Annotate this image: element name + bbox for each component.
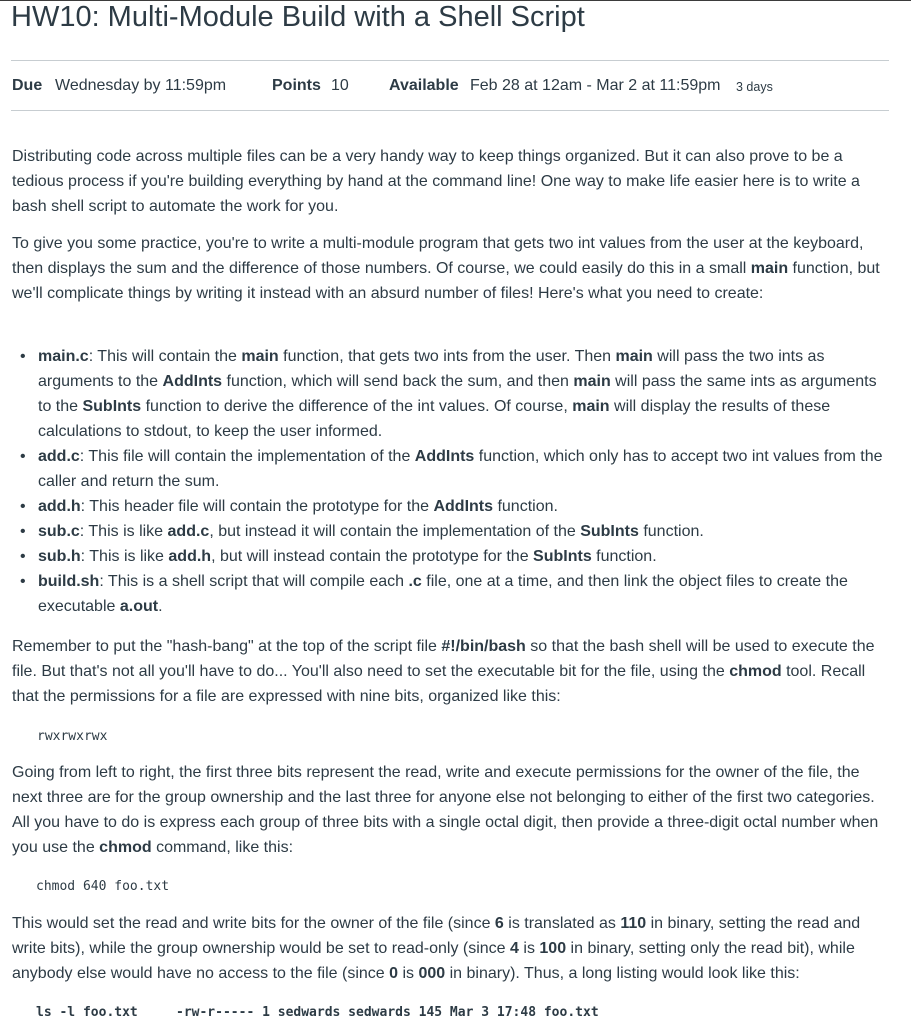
bullet-icon: • xyxy=(20,498,26,515)
octal-text xyxy=(12,760,894,860)
list-item-add-h xyxy=(12,494,884,519)
bold-run: .c xyxy=(408,573,422,590)
text-run: will pass the same ints as arguments to the xyxy=(38,373,877,415)
text-run: so that the bash shell will be used to execute the file. But that's not all you'll have to do... You'll also need to set the executable bit for the file, using the xyxy=(12,638,875,680)
bold-run: add.h xyxy=(168,548,212,565)
bullet-icon: • xyxy=(20,548,26,565)
bullet-icon: • xyxy=(20,523,26,540)
task-paragraph xyxy=(12,231,894,306)
text-run: is translated as xyxy=(503,915,621,932)
file-name: add.h xyxy=(38,498,81,515)
bold-run: 100 xyxy=(539,940,567,957)
bold-run: a.out xyxy=(119,598,159,615)
result-text xyxy=(12,911,894,986)
bold-run: main xyxy=(573,373,611,390)
text-run: command, like this: xyxy=(151,839,294,856)
bold-run: 4 xyxy=(510,940,519,957)
text-run: : This is a shell script that will compile each xyxy=(99,573,409,590)
bold-run: 0 xyxy=(389,965,399,982)
bold-run: main xyxy=(241,348,279,365)
file-name: main.c xyxy=(38,348,89,365)
text-run: : This will contain the xyxy=(88,348,242,365)
text-run: : This header file will contain the prototype for the xyxy=(80,498,434,515)
text-run: function, that gets two ints from the user. Then xyxy=(278,348,616,365)
bold-run: 6 xyxy=(494,915,504,932)
text-run: in binary, setting only the read bit), while anybody else would have no access to the file (since xyxy=(12,940,855,982)
octal-paragraph xyxy=(12,760,894,860)
file-name: sub.c xyxy=(38,523,80,540)
bold-run: #!/bin/bash xyxy=(441,638,526,655)
bold-run: chmod xyxy=(99,839,152,856)
bold-run: 000 xyxy=(418,965,446,982)
text-run: in binary, setting the read and write bits), while the group ownership would be set to read-only (since xyxy=(12,915,861,957)
text-run: : This is like xyxy=(80,548,169,565)
bold-run: main xyxy=(750,260,789,277)
bold-run: main xyxy=(615,348,653,365)
list-item-add-c xyxy=(12,444,884,494)
available-detail xyxy=(389,76,459,96)
available-value: Feb 28 at 12am - Mar 2 at 11:59pm xyxy=(470,77,721,94)
text-run: function, which only has to accept two int values from the caller and return the sum. xyxy=(38,448,883,490)
points-detail xyxy=(272,76,321,96)
bold-run: main xyxy=(572,398,610,415)
file-name: sub.h xyxy=(38,548,81,565)
list-item-sub-c xyxy=(12,519,884,544)
text-run: This would set the read and write bits for the owner of the file (since xyxy=(12,915,495,932)
text-run: To give you some practice, you're to write a multi-module program that gets two int values from the user at the keyboard, then displays the sum and the difference of those numbers. Of course, we could easily do this in a small xyxy=(12,235,864,277)
due-label: Due xyxy=(12,77,43,94)
divider-top xyxy=(11,60,889,61)
code-ls-output: -rw-r----- 1 sedwards sedwards 145 Mar 3 17:48 foo.txt xyxy=(176,1005,599,1020)
bold-run: SubInts xyxy=(533,548,592,565)
bold-run: chmod xyxy=(729,663,782,680)
list-item-main-c xyxy=(12,344,884,444)
bold-run: add.c xyxy=(167,523,210,540)
text-run: file, one at a time, and then link the object files to create the executable xyxy=(38,573,848,615)
hashbang-text xyxy=(12,634,894,709)
page-title: HW10: Multi-Module Build with a Shell Script xyxy=(11,1,585,33)
available-duration: 3 days xyxy=(736,80,773,94)
points-value: 10 xyxy=(331,77,349,94)
hashbang-paragraph xyxy=(12,634,894,709)
text-run: : This file will contain the implementation of the xyxy=(79,448,415,465)
points-label: Points xyxy=(272,77,321,94)
text-run: . xyxy=(158,598,163,615)
bold-run: SubInts xyxy=(580,523,639,540)
available-label: Available xyxy=(389,77,459,94)
code-permissions: rwxrwxrwx xyxy=(37,729,108,744)
text-run: : This is like xyxy=(79,523,168,540)
result-paragraph xyxy=(12,911,894,986)
bold-run: AddInts xyxy=(433,498,494,515)
text-run: function. xyxy=(638,523,704,540)
list-item-build-sh xyxy=(12,569,884,619)
text-run: will display the results of these calculations to stdout, to keep the user informed. xyxy=(38,398,831,440)
text-run: function. xyxy=(591,548,657,565)
text-run: function, which will send back the sum, and then xyxy=(222,373,574,390)
intro-paragraph xyxy=(12,144,894,219)
text-run: will pass the two ints as arguments to the xyxy=(38,348,825,390)
text-run: tool. Recall that the permissions for a file are expressed with nine bits, organized like this: xyxy=(12,663,866,705)
text-run: Going from left to right, the first three bits represent the read, write and execute permissions for the owner of the file, the next three are for the group ownership and the last three for anyone else not belonging to either of the first two categories. All you have to do is express each group of three bits with a single octal digit, then provide a three-digit octal number when you use the xyxy=(12,764,879,856)
intro-text: Distributing code across multiple files can be a very handy way to keep things organized. But it can also prove to be a tedious process if you're building everything by hand at the command line! One way to make life easier here is to write a bash shell script to automate the work for you. xyxy=(12,148,860,215)
text-run: is xyxy=(398,965,419,982)
bold-run: AddInts xyxy=(162,373,223,390)
due-detail xyxy=(12,76,42,96)
bullet-icon: • xyxy=(20,448,26,465)
text-run: , but will instead contain the prototype for the xyxy=(211,548,534,565)
bold-run: 110 xyxy=(620,915,647,932)
bold-run: SubInts xyxy=(82,398,142,415)
file-list xyxy=(12,344,884,619)
bold-run: AddInts xyxy=(414,448,475,465)
bullet-icon: • xyxy=(20,573,26,590)
file-name: build.sh xyxy=(38,573,100,590)
bullet-icon: • xyxy=(20,348,26,365)
file-name: add.c xyxy=(38,448,80,465)
code-chmod: chmod 640 foo.txt xyxy=(36,879,170,894)
due-value: Wednesday by 11:59pm xyxy=(55,77,227,94)
text-run: in binary). Thus, a long listing would look like this: xyxy=(445,965,800,982)
text-run: , but instead it will contain the implementation of the xyxy=(209,523,581,540)
task-text xyxy=(12,231,894,306)
code-ls-command: ls -l foo.txt xyxy=(36,1005,138,1020)
list-item-sub-h xyxy=(12,544,884,569)
text-run: function to derive the difference of the int values. Of course, xyxy=(141,398,573,415)
text-run: Remember to put the "hash-bang" at the top of the script file xyxy=(12,638,442,655)
divider-bottom xyxy=(11,110,889,111)
text-run: is xyxy=(518,940,540,957)
text-run: function, but we'll complicate things by writing it instead with an absurd number of files! Here's what you need to create: xyxy=(12,260,880,302)
text-run: function. xyxy=(493,498,558,515)
